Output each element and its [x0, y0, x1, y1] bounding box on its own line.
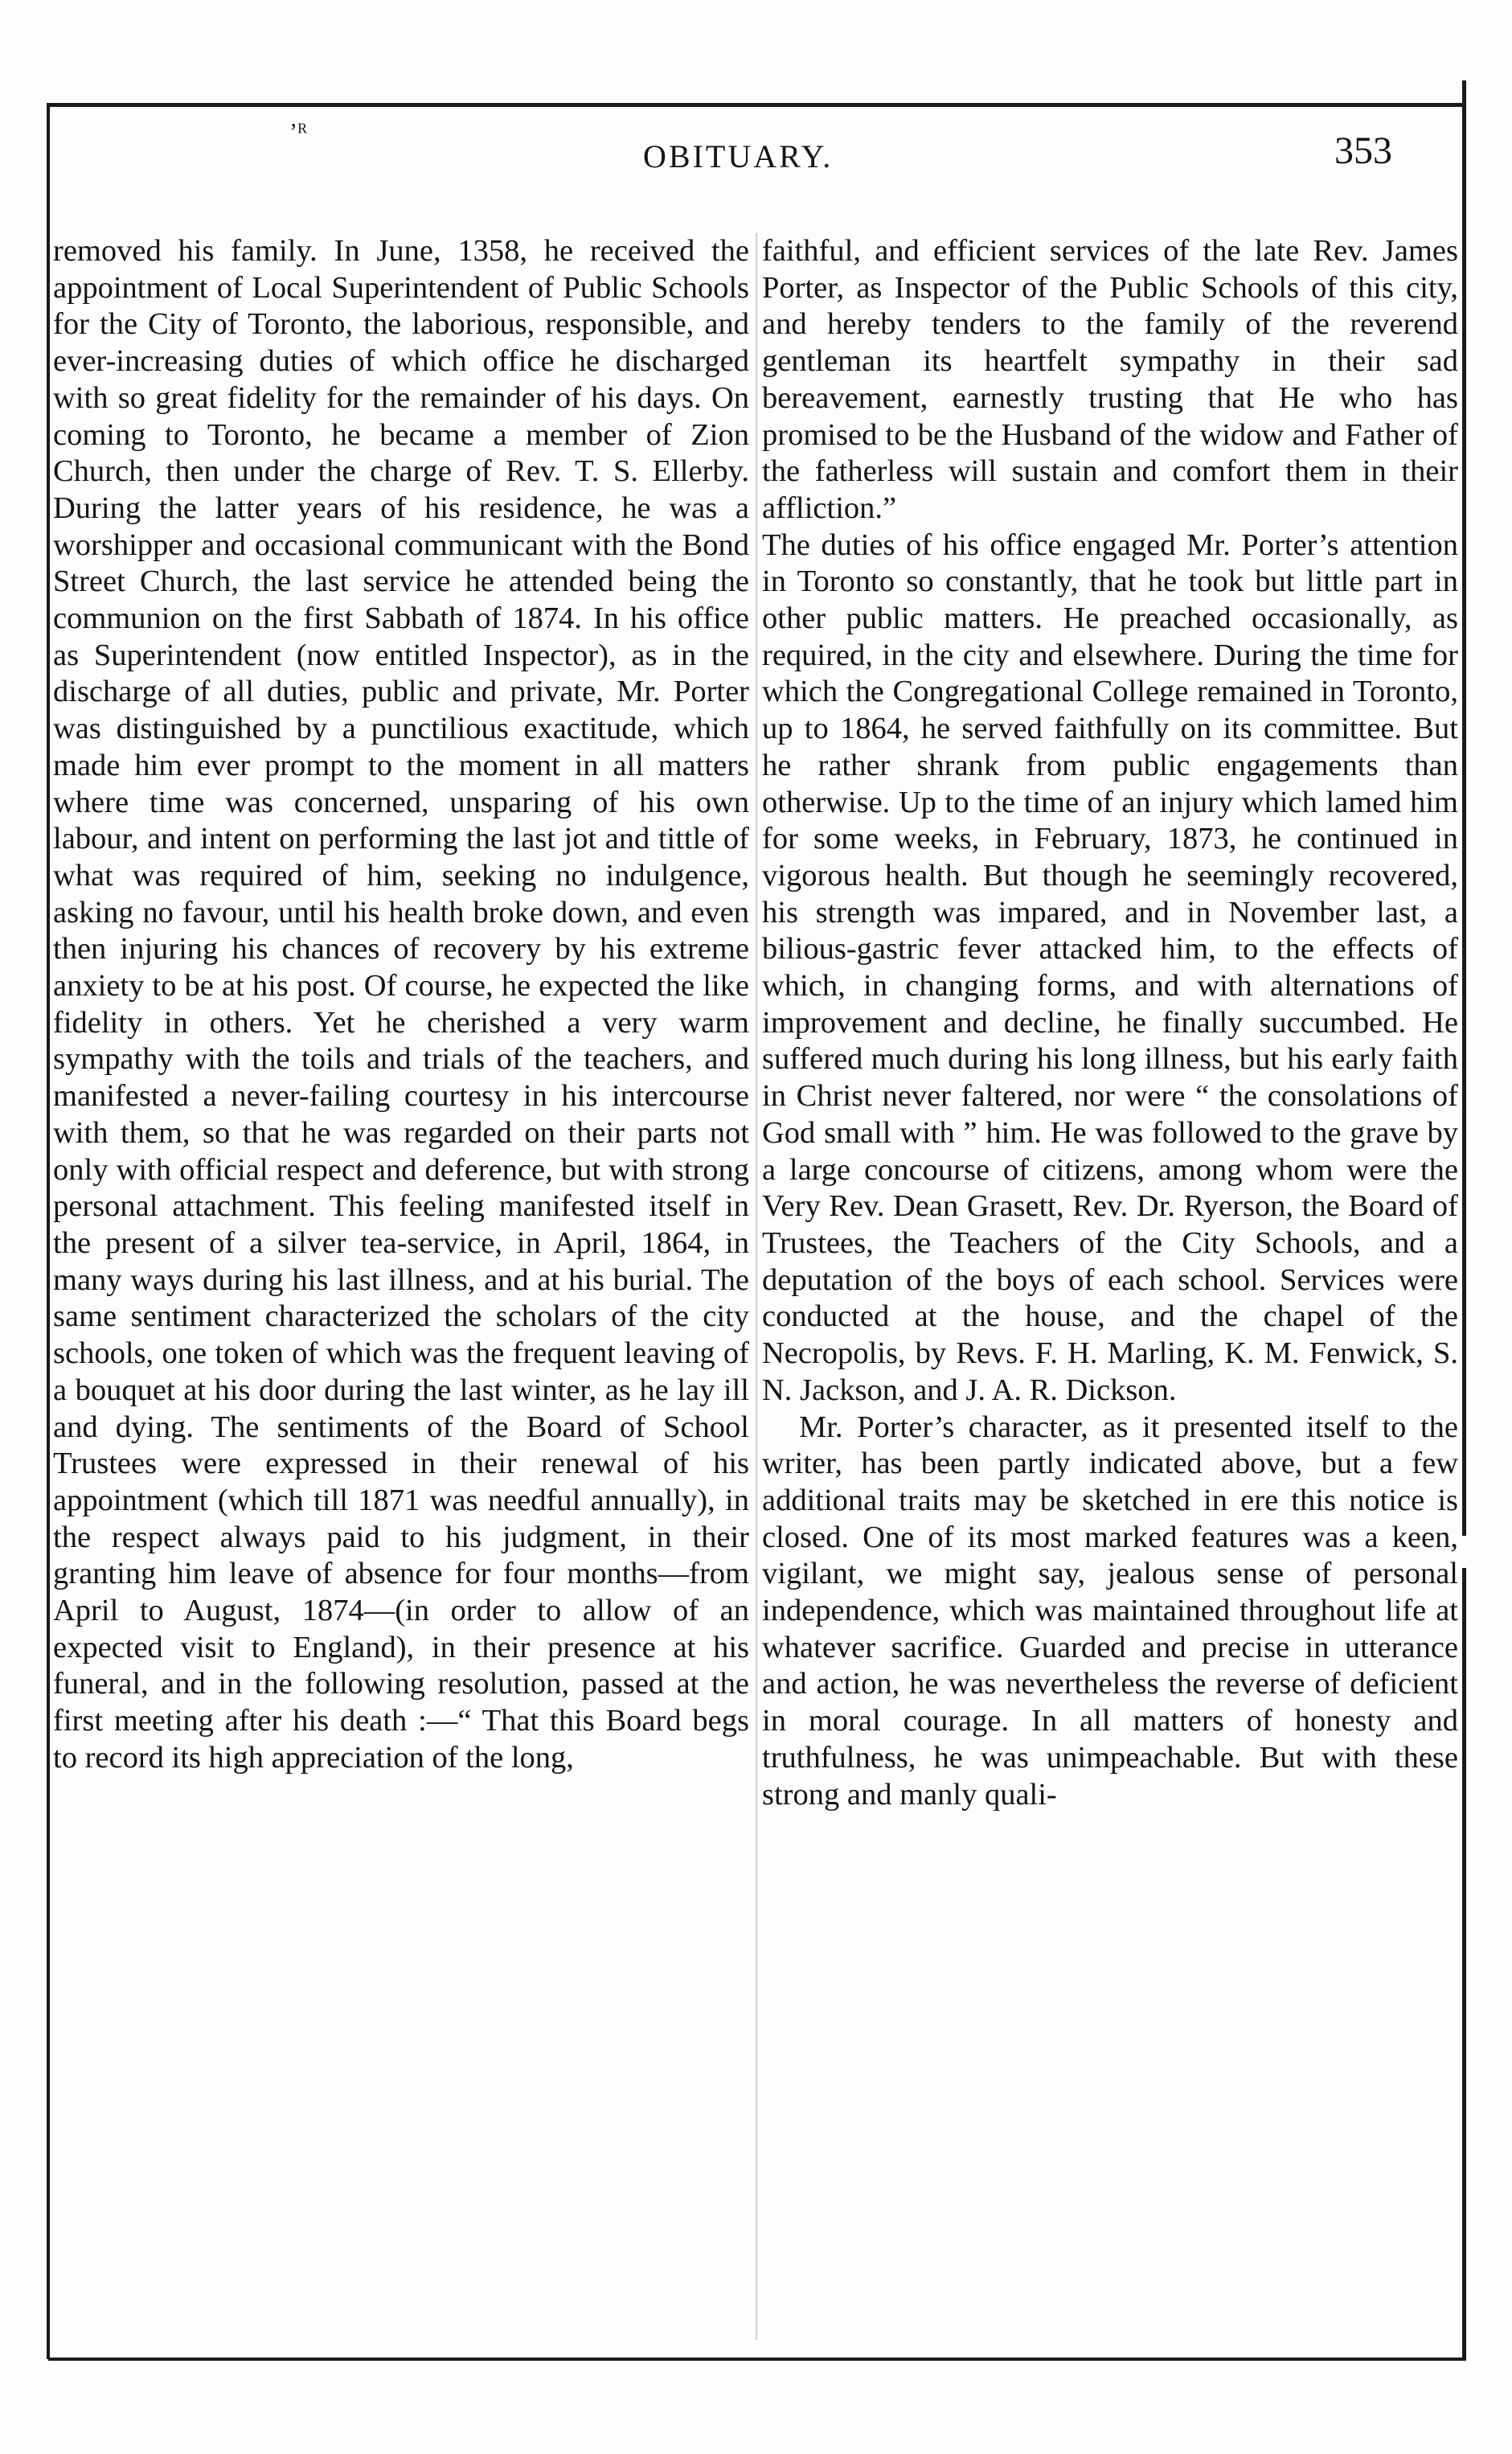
running-title: OBITUARY.: [643, 138, 834, 174]
right-column-paragraph-2: The duties of his office engaged Mr. Porter’s attention in Toronto so constantly, that he took but little part in other public matters. He preached occasionally, as required, in the city and elsewhere. During the time for which the Congregational College remained in Toronto, up to 1864, he served faithfully on its committee. But he rather shrank from public engagements than otherwise. Up to the time of an injury which lamed him for some weeks, in February, 1873, he continued in vigorous health. But though he seemingly recovered, his strength was impared, and in November last, a bilious-gastric fever attacked him, to the effects of which, in changing forms, and with alternations of improvement and decline, he finally succumbed. He suffered much during his long illness, but his early faith in Christ never faltered, nor were “ the consolations of God small with ” him. He was followed to the grave by a large concourse of citizens, among whom were the Very Rev. Dean Grasett, Rev. Dr. Ryerson, the Board of Trustees, the Teachers of the City Schools, and a deputation of the boys of each school. Services were conducted at the house, and the chapel of the Necropolis, by Revs. F. H. Marling, K. M. Fenwick, S. N. Jackson, and J. A. R. Dickson.: [762, 527, 1458, 1407]
right-column-paragraph-1: faithful, and efficient services of the late Rev. James Porter, as Inspector of the Public Schools of this city, and hereby tenders to the family of the reverend gentleman its heartfelt sympathy in their sad bereavement, earnestly trusting that He who has promised to be the Husband of the widow and Father of the fatherless will sustain and comfort them in their affliction.”: [762, 234, 1458, 525]
right-column-paragraph-3: Mr. Porter’s character, as it presented itself to the writer, has been partly indicated above, but a few additional traits may be sketched in ere this notice is closed. One of its most marked features was a keen, vigilant, we might say, jealous sense of personal independence, which was maintained throughout life at whatever sacrifice. Guarded and precise in utterance and action, he was nevertheless the reverse of deficient in moral courage. In all matters of honesty and truthfulness, he was unimpeachable. But with these strong and manly quali-: [762, 1410, 1458, 1812]
right-column: [762, 233, 1458, 1813]
column-gutter: [756, 233, 757, 2340]
page-frame-top-rule: [48, 103, 1465, 107]
printer-mark: ʼᴿ: [289, 119, 308, 146]
left-column-paragraph: removed his family. In June, 1358, he received the appointment of Local Superintendent of Public Schools for the City of Toronto, the laborious, responsible, and ever-increasing duties of which office he discharged with so great fidelity for the remainder of his days. On coming to Toronto, he became a member of Zion Church, then under the charge of Rev. T. S. Ellerby. During the latter years of his residence, he was a worshipper and occasional communicant with the Bond Street Church, the last service he attended being the communion on the first Sabbath of 1874. In his office as Superintendent (now entitled Inspector), as in the discharge of all duties, public and private, Mr. Porter was distinguished by a punctilious exactitude, which made him ever prompt to the moment in all matters where time was concerned, unsparing of his own labour, and intent on performing the last jot and tittle of what was required of him, seeking no indulgence, asking no favour, until his health broke down, and even then injuring his chances of recovery by his extreme anxiety to be at his post. Of course, he expected the like fidelity in others. Yet he cherished a very warm sympathy with the toils and trials of the teachers, and manifested a never-failing courtesy in his intercourse with them, so that he was regarded on their parts not only with official respect and deference, but with strong personal attachment. This feeling manifested itself in the present of a silver tea-service, in April, 1864, in many ways during his last illness, and at his burial. The same sentiment characterized the scholars of the city schools, one token of which was the frequent leaving of a bouquet at his door during the last winter, as he lay ill and dying. The sentiments of the Board of School Trustees were expressed in their renewal of his appointment (which till 1871 was needful annually), in the respect always paid to his judgment, in their granting him leave of absence for four months—from April to August, 1874—(in order to allow of an expected visit to England), in their presence at his funeral, and in the following resolution, passed at the first meeting after his death :—“ That this Board begs to record its high appreciation of the long,: [53, 234, 749, 1775]
page-frame-left-rule: [47, 103, 50, 2359]
page-frame-bottom-rule: [48, 2358, 1465, 2361]
left-column: [53, 233, 749, 1777]
page-frame-right-rule: [1462, 80, 1466, 1536]
page-number: 353: [1334, 129, 1392, 172]
page-frame-right-rule-lower: [1462, 1568, 1466, 2361]
